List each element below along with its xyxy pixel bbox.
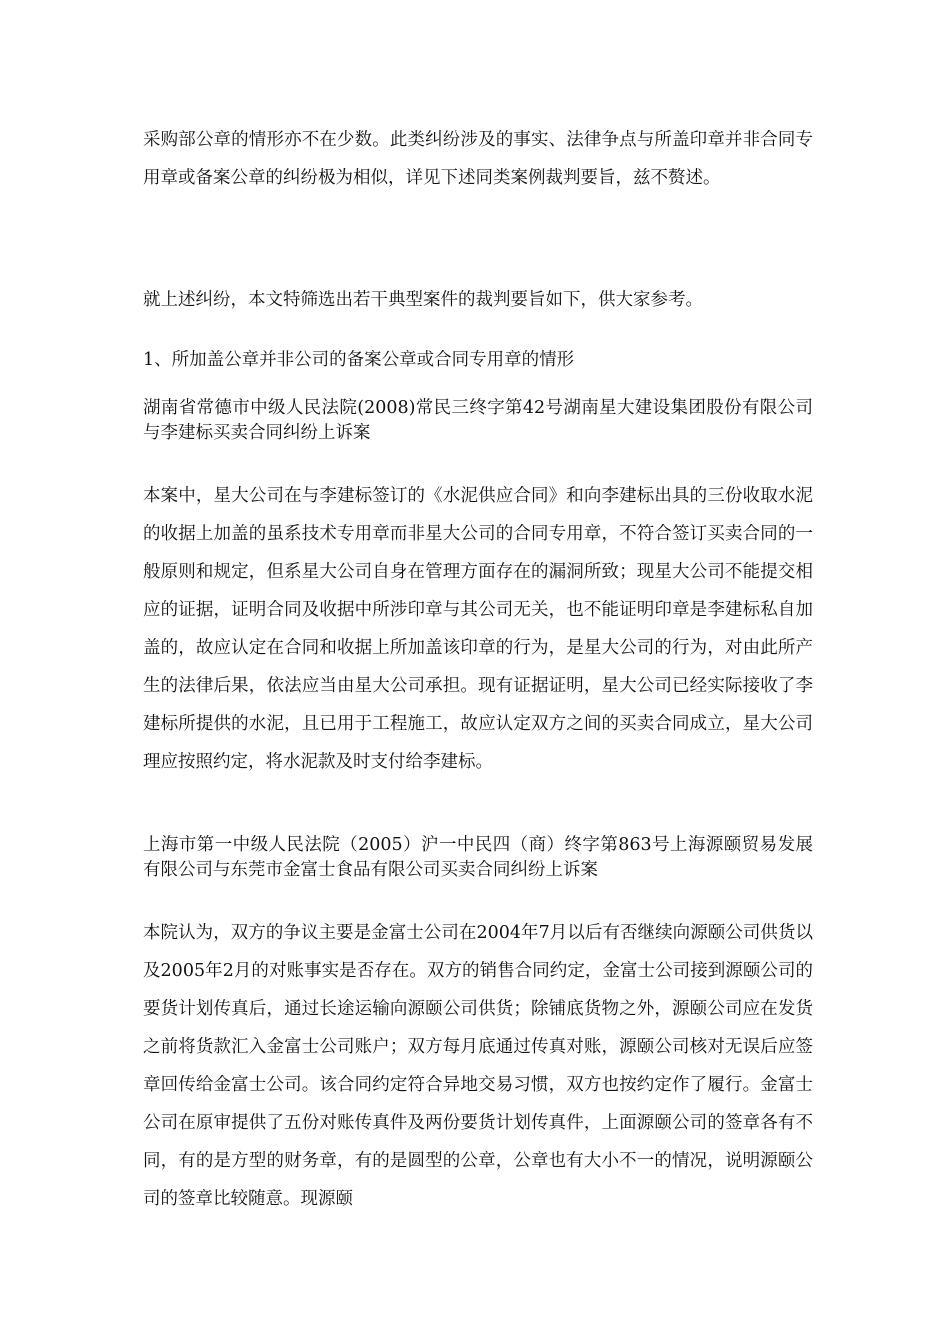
section-heading: 1、所加盖公章并非公司的备案公章或合同专用章的情形: [143, 350, 575, 370]
case-body-2: 本院认为，双方的争议主要是金富士公司在2004年7月以后有否继续向源颐公司供货以及2005年2月的对账事实是否存在。双方的销售合同约定，金富士公司接到源颐公司的要货计划传真后，通过长途运输向源颐公司供货；除铺底货物之外，源颐公司应在发货之前将货款汇入金富士公司账户；双方每月底通过传真对账，源颐公司核对无误后应签章回传给金富士公司。该合同约定符合异地交易习惯，双方也按约定作了履行。金富士公司在原审提供了五份对账传真件及两份要货计划传真件，上面源颐公司的签章各有不同，有的是方型的财务章，有的是圆型的公章，公章也有大小不一的情况，说明源颐公司的签章比较随意。现源颐: [143, 923, 813, 1209]
case-title-1: 湖南省常德市中级人民法院(2008)常民三终字第42号湖南星大建设集团股份有限公司与李建标买卖合同纠纷上诉案: [143, 398, 813, 443]
paragraph-intro: 采购部公章的情形亦不在少数。此类纠纷涉及的事实、法律争点与所盖印章并非合同专用章或备案公章的纠纷极为相似，详见下述同类案例裁判要旨，兹不赘述。: [143, 130, 813, 188]
case-title-2: 上海市第一中级人民法院（2005）沪一中民四（商）终字第863号上海源颐贸易发展有限公司与东莞市金富士食品有限公司买卖合同纠纷上诉案: [143, 835, 813, 880]
paragraph-summary: 就上述纠纷，本文特筛选出若干典型案件的裁判要旨如下，供大家参考。: [143, 290, 703, 310]
case-body-1: 本案中，星大公司在与李建标签订的《水泥供应合同》和向李建标出具的三份收取水泥的收据上加盖的虽系技术专用章而非星大公司的合同专用章，不符合签订买卖合同的一般原则和规定，但系星大公司自身在管理方面存在的漏洞所致；现星大公司不能提交相应的证据，证明合同及收据中所涉印章与其公司无关，也不能证明印章是李建标私自加盖的，故应认定在合同和收据上所加盖该印章的行为，是星大公司的行为，对由此所产生的法律后果，依法应当由星大公司承担。现有证据证明，星大公司已经实际接收了李建标所提供的水泥，且已用于工程施工，故应认定双方之间的买卖合同成立，星大公司理应按照约定，将水泥款及时支付给李建标。: [143, 486, 813, 772]
